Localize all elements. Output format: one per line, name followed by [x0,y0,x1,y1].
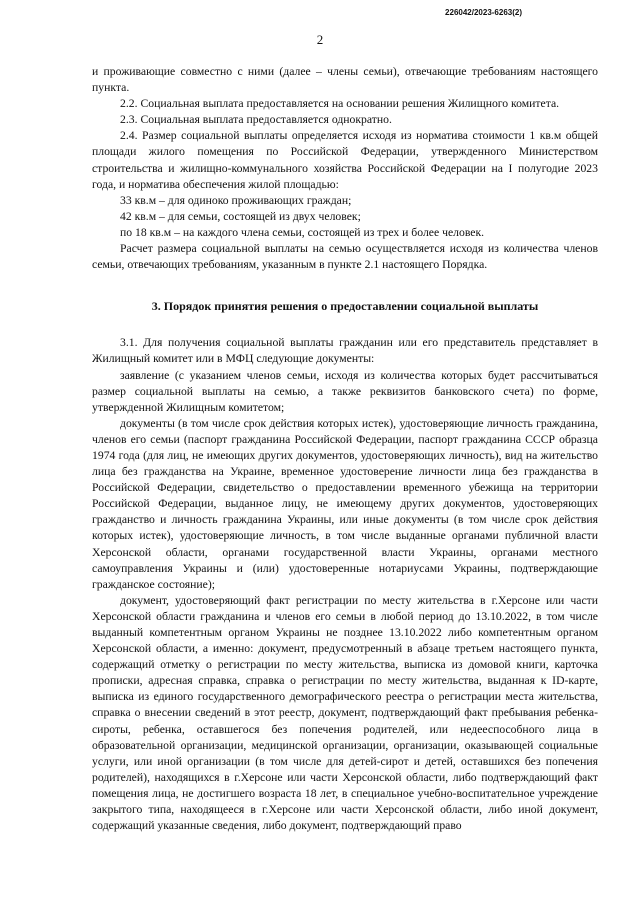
document-registration-number: 226042/2023-6263(2) [445,8,522,17]
paragraph-2-3: 2.3. Социальная выплата предоставляется однократно. [120,113,392,127]
page-number: 2 [316,32,324,47]
paragraph-registration-document: документ, удостоверяющий факт регистрации по месту жительства в г.Херсоне или части Херсонской области гражданина и членов его семьи в любой период до 13.10.2022, в том числе выданный компетентным органом Украины не позднее 13.10.2022 либо компетентным органом Херсонской области, а именно: документ, предусмотренный в абзаце третьем настоящего пункта, содержащий отметку о регистрации по месту жительства, выписка из домовой книги, карточка прописки, адресная справка, справка о регистрации по месту жительства, выданная к ID-карте, выписка из единого государственного демографического реестра о регистрации места жительства, справка о внесении сведений в этот реестр, документ, подтверждающий факт пребывания ребенка-сироты, ребенка, оставшегося без попечения родителей, или недееспособного лица в образовательной организации, медицинской организации, организации, оказывающей социальные услуги, или иной организации (в том числе для детей-сирот и детей, оставшихся без попечения родителей), находящихся в г.Херсоне или части Херсонской области, либо подтверждающий факт помещения лица, не достигшего возраста 18 лет, в специальное учебно-воспитательное учреждение закрытого типа, находящееся в г.Херсоне или части Херсонской области, либо иной документ, содержащий указанные сведения, либо документ, подтверждающий право [92,593,598,833]
area-norm-two: 42 кв.м – для семьи, состоящей из двух человек; [120,209,361,223]
area-norm-three-plus: по 18 кв.м – на каждого члена семьи, состоящей из трех и более человек. [120,225,485,239]
paragraph-identity-documents: документы (в том числе срок действия которых истек), удостоверяющие личность гражданина, членов его семьи (паспорт гражданина Российской Федерации, паспорт гражданина СССР образца 1974 года (для лиц, не имеющих других документов, удостоверяющих личность), вид на жительство лица без гражданства на Украине, временное удостоверение личности лица без гражданства в Российской Федерации, свидетельство о предоставлении временного убежища на территории Российской Федерации, выданное лицу, не имеющему других документов, удостоверяющих гражданство и личность гражданина Украины, или иные документы (в том числе срок действия которых истек), удостоверяющие личность, в том числе выданные органами публичной власти Херсонской области, органами государственной власти Украины, органами местного самоуправления Украины и (или) удостоверенные нотариусами Украины, подтверждающие гражданское состояние); [92,416,598,591]
area-norm-single: 33 кв.м – для одиноко проживающих граждан; [120,193,352,207]
paragraph-2-2: 2.2. Социальная выплата предоставляется на основании решения Жилищного комитета. [120,97,560,111]
section-3-heading: 3. Порядок принятия решения о предоставлении социальной выплаты [151,299,539,314]
paragraph-calculation: Расчет размера социальной выплаты на семью осуществляется исходя из количества членов семьи, отвечающих требованиям, указанным в пункте 2.1 настоящего Порядка. [92,242,598,272]
document-body [92,64,598,834]
paragraph-3-1: 3.1. Для получения социальной выплаты гражданин или его представитель представляет в Жилищный комитет или в МФЦ следующие документы: [92,336,598,366]
paragraph-application: заявление (с указанием членов семьи, исходя из количества которых будет рассчитываться размер социальной выплаты на семью, а также реквизитов банковского счета) по форме, утвержденной Жилищным комитетом; [92,368,598,414]
paragraph-continuation: и проживающие совместно с ними (далее – члены семьи), отвечающие требованиям настоящего пункта. [92,65,598,95]
paragraph-2-4: 2.4. Размер социальной выплаты определяется исходя из норматива стоимости 1 кв.м общей площади жилого помещения по Российской Федерации, утвержденного Министерством строительства и жилищно-коммунального хозяйства Российской Федерации на I полугодие 2023 года, и норматива обеспечения жилой площадью: [92,129,598,191]
